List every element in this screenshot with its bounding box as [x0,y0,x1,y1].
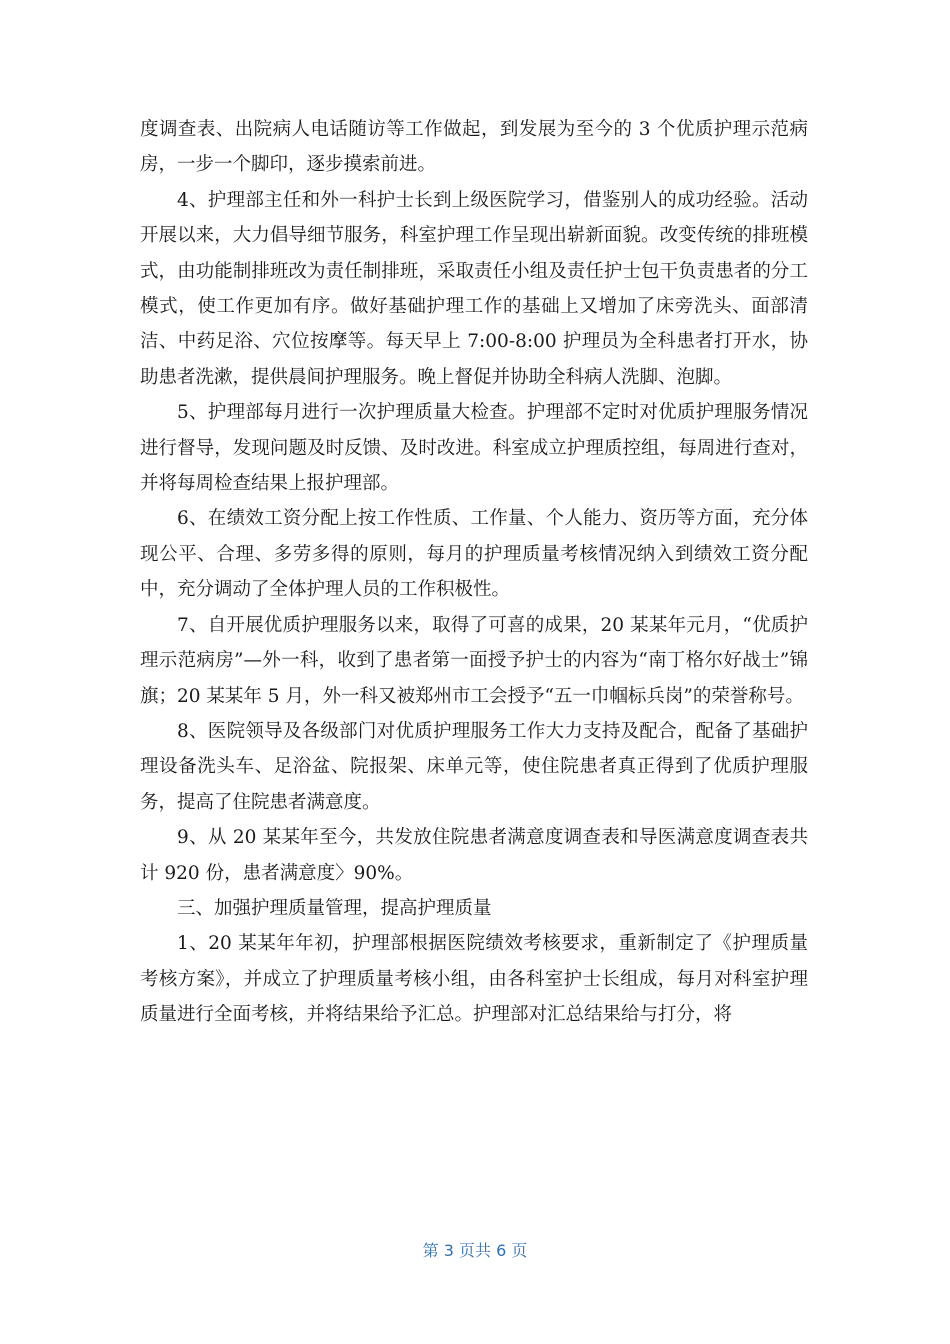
paragraph-item-4: 4、护理部主任和外一科护士长到上级医院学习，借鉴别人的成功经验。活动开展以来，大力倡导细节服务，科室护理工作呈现出崭新面貌。改变传统的排班模式，由功能制排班改为责任制排班，采取责任小组及责任护士包干负责患者的分工模式，使工作更加有序。做好基础护理工作的基础上又增加了床旁洗头、面部清洁、中药足浴、穴位按摩等。每天早上 7:00-8:00 护理员为全科患者打开水，协助患者洗漱，提供晨间护理服务。晚上督促并协助全科病人洗脚、泡脚。 [140,189,808,388]
paragraph-item-6: 6、在绩效工资分配上按工作性质、工作量、个人能力、资历等方面，充分体现公平、合理、多劳多得的原则，每月的护理质量考核情况纳入到绩效工资分配中，充分调动了全体护理人员的工作积极性。 [140,508,808,601]
paragraph-item-5: 5、护理部每月进行一次护理质量大检查。护理部不定时对优质护理服务情况进行督导，发现问题及时反馈、及时改进。科室成立护理质控组，每周进行查对，并将每周检查结果上报护理部。 [140,402,808,495]
page-number-footer: 第 3 页共 6 页 [422,1241,528,1260]
document-body [140,112,808,1033]
paragraph-item-7: 7、自开展优质护理服务以来，取得了可喜的成果，20 某某年元月，“优质护理示范病房”—外一科，收到了患者第一面授予护士的内容为“南丁格尔好战士”锦旗；20 某某年 5 月，外一科又被郑州市工会授予“五一巾帼标兵岗”的荣誉称号。 [140,614,808,707]
paragraph-item-8: 8、医院领导及各级部门对优质护理服务工作大力支持及配合，配备了基础护理设备洗头车、足浴盆、院报架、床单元等，使住院患者真正得到了优质护理服务，提高了住院患者满意度。 [140,720,808,813]
paragraph-continuation: 度调查表、出院病人电话随访等工作做起，到发展为至今的 3 个优质护理示范病房，一步一个脚印，逐步摸索前进。 [140,119,808,176]
section-heading-3: 三、加强护理质量管理，提高护理质量 [177,897,492,919]
paragraph-section-3-item-1: 1、20 某某年年初，护理部根据医院绩效考核要求，重新制定了《护理质量考核方案》，并成立了护理质量考核小组，由各科室护士长组成，每月对科室护理质量进行全面考核，并将结果给予汇总。护理部对汇总结果给与打分，将 [140,933,808,1026]
paragraph-item-9: 9、从 20 某某年至今，共发放住院患者满意度调查表和导医满意度调查表共计 920 份，患者满意度〉90%。 [140,827,808,884]
